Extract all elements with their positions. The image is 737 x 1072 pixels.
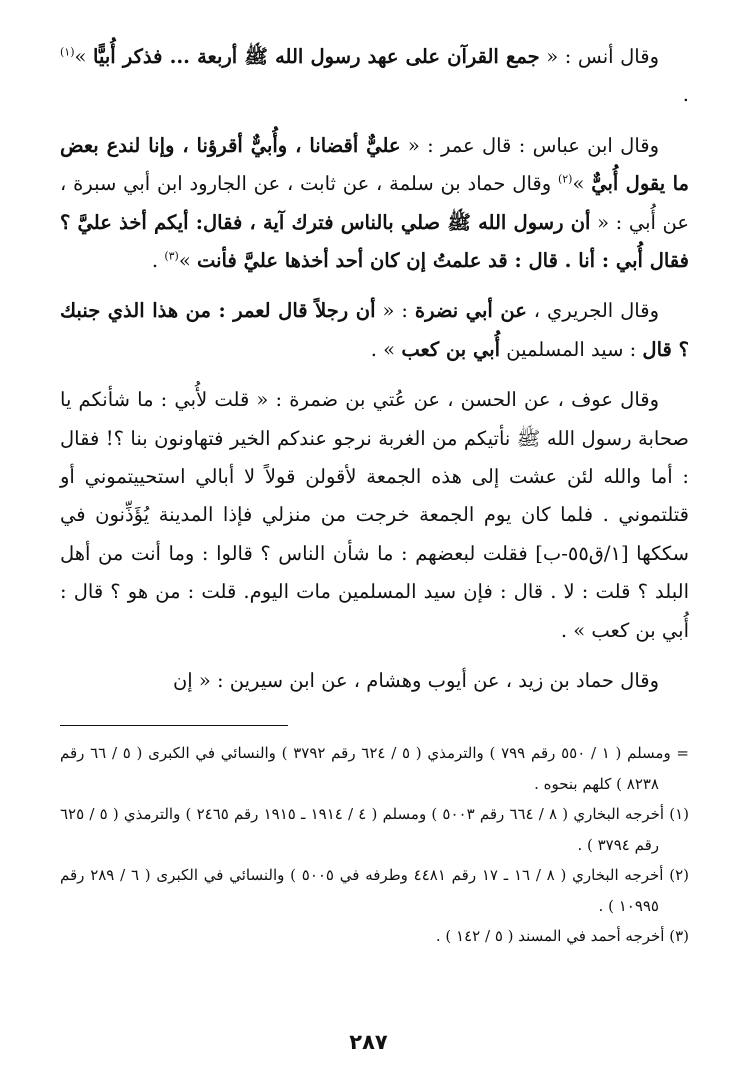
footnote-ref: (٣)	[164, 249, 179, 263]
footnotes	[60, 738, 689, 952]
footnote-ref: (٢)	[557, 172, 573, 186]
quote-close: »	[572, 172, 592, 196]
footnote-3: (٣) أخرجه أحمد في المسند ( ٥ / ١٤٢ ) .	[435, 927, 689, 945]
narration-intro: وقال ابن عباس : قال عمر : «	[400, 133, 659, 157]
paragraph-ibn-abbas	[60, 127, 689, 281]
narration-quote: أن رسول الله ﷺ صلي بالناس فترك آية ، فقال: أيكم أخذ عليَّ ؟ فقال أُبي : أنا . قال : قد علمتُ إن كان أحد أخذها عليَّ فأنت	[60, 210, 689, 273]
paragraph-awf: وقال عوف ، عن الحسن ، عن عُتي بن ضمرة : « قلت لأُبي : ما شأنكم يا صحابة رسول الله ﷺ نأتيكم من الغربة نرجو عندكم الخير فتهاونون بنا ؟! فقال : أما والله لئن عشت إلى هذه الجمعة لأقولن قولاً لا أبالي استحييتموني أو قتلتموني . فلما كان يوم الجمعة خرجت من منزلي فإذا المدينة يُؤَذِّنون في سككها [١/ق٥٥-ب] فقلت لبعضهم : ما شأن الناس ؟ قالوا : وما أنت من أهل البلد ؟ قلت : لا . قال : فإن سيد المسلمين مات اليوم. قلت : من هو ؟ قال : أُبي بن كعب » .	[60, 388, 689, 642]
narration-quote: أن رجلاً قال لعمر : من هذا الذي جنبك ؟ قال	[60, 299, 689, 361]
narration-chain: وقال حماد بن سلمة ، عن ثابت ، عن الجارود ابن أبي سبرة ، عن أُبي : «	[60, 172, 689, 234]
quote-close: » .	[370, 337, 402, 361]
footnote-ref: (١)	[60, 45, 75, 59]
footnote-2: (٢) أخرجه البخاري ( ٨ / ١٦ ـ ١٧ رقم ٤٤٨١ وطرفه في ٥٠٠٥ ) والنسائي في الكبرى ( ٦ / ٢٨٩ رقم ١٠٩٩٥ ) .	[60, 866, 689, 915]
narration-intro: وقال الجريري ،	[526, 299, 659, 323]
main-text	[60, 38, 689, 701]
narrator-name: عن أبي نضرة	[414, 299, 527, 323]
page-number: ٢٨٧	[349, 1030, 388, 1054]
narration-quote: جمع القرآن على عهد رسول الله ﷺ أربعة ... فذكر أُبيًّا	[93, 45, 540, 68]
paragraph-anas	[60, 38, 689, 115]
quote-open: : «	[375, 299, 415, 323]
quote-close: »	[74, 45, 94, 68]
narration-quote: عليٌّ أقضانا ، وأُبيٌّ أقرؤنا ، وإنا لندع بعض ما يقول أُبيٌّ	[60, 133, 689, 196]
footnote-1: (١) أخرجه البخاري ( ٨ / ٦٦٤ رقم ٥٠٠٣ ) ومسلم ( ٤ / ١٩١٤ ـ ١٩١٥ رقم ٢٤٦٥ ) والترمذي ( ٥ / ٦٢٥ رقم ٣٧٩٤ ) .	[60, 805, 690, 854]
book-page	[60, 38, 689, 1032]
narration-quote: : سيد المسلمين	[500, 337, 643, 361]
footnote-divider	[60, 725, 288, 726]
quote-close: »	[178, 249, 197, 273]
narration-intro: وقال أنس : «	[539, 45, 659, 68]
paragraph-hammad: وقال حماد بن زيد ، عن أيوب وهشام ، عن ابن سيرين : « إن	[172, 669, 659, 693]
footnote-continuation: = ومسلم ( ١ / ٥٥٠ رقم ٧٩٩ ) والترمذي ( ٥ / ٦٢٤ رقم ٣٧٩٢ ) والنسائي في الكبرى ( ٥ / ٦٦ رقم ٨٢٣٨ ) كلهم بنحوه .	[60, 744, 690, 793]
sentence-end: .	[151, 249, 165, 273]
sentence-end: .	[682, 83, 689, 107]
paragraph-jurayri	[60, 292, 689, 369]
narrator-name: أُبي بن كعب	[401, 337, 501, 361]
